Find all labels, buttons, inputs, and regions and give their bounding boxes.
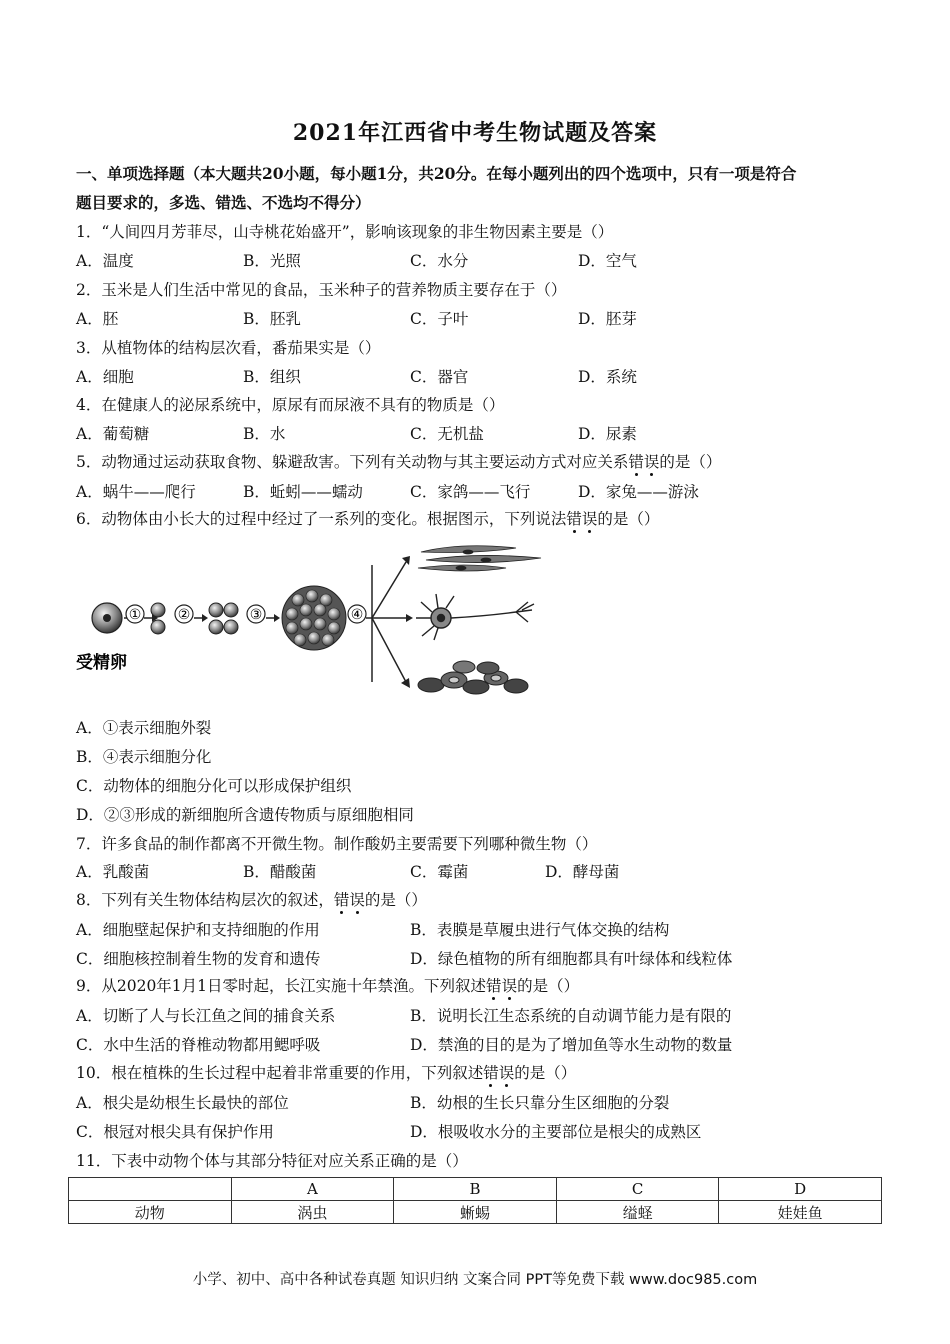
q9-option-a: A．切断了人与长江鱼之间的捕食关系 — [76, 1007, 336, 1025]
q2-option-d: D．胚芽 — [578, 310, 637, 328]
q10-option-a: A．根尖是幼根生长最快的部位 — [76, 1094, 289, 1112]
section-heading-line2: 题目要求的，多选、错选、不选均不得分） — [76, 193, 371, 212]
q1-stem: 1．“人间四月芳菲尽，山寺桃花始盛开”，影响该现象的非生物因素主要是（） — [76, 223, 614, 241]
table-header-cell: B — [394, 1178, 557, 1201]
q6-option-d: D．②③形成的新细胞所含遗传物质与原细胞相同 — [76, 806, 414, 824]
q10-option-b: B．幼根的生长只靠分生区细胞的分裂 — [410, 1094, 670, 1112]
q9-option-c: C．水中生活的脊椎动物都用鳃呼吸 — [76, 1036, 321, 1054]
q8-stem — [76, 890, 427, 910]
q5-stem-text: 的是（） — [659, 453, 722, 471]
q7-option-b: B．醋酸菌 — [243, 863, 317, 881]
q7-option-d: D．酵母菌 — [545, 863, 620, 881]
q4-option-d: D．尿素 — [578, 425, 637, 443]
step-4-label: ④ — [350, 607, 364, 623]
q2-stem: 2．玉米是人们生活中常见的食品，玉米种子的营养物质主要存在于（） — [76, 281, 567, 299]
neuron-cell — [416, 594, 534, 640]
muscle-cells — [418, 546, 541, 571]
table-row — [69, 1178, 882, 1201]
q8-emphasis: 误 — [349, 891, 365, 909]
q4-option-a: A．葡萄糖 — [76, 425, 150, 443]
q2-option-a: A．胚 — [76, 310, 119, 328]
q10-stem-text: 的是（） — [514, 1064, 577, 1082]
q5-option-b: B．蚯蚓——蠕动 — [243, 483, 363, 501]
q2-option-b: B．胚乳 — [243, 310, 301, 328]
table-cell: 娃娃鱼 — [719, 1201, 882, 1224]
q2-option-c: C．子叶 — [410, 310, 469, 328]
q8-option-a: A．细胞壁起保护和支持细胞的作用 — [76, 921, 320, 939]
table-cell: 缢蛏 — [556, 1201, 719, 1224]
q1-option-d: D．空气 — [578, 252, 637, 270]
q10-option-d: D．根吸收水分的主要部位是根尖的成熟区 — [410, 1123, 702, 1141]
q6-emphasis: 误 — [581, 510, 598, 528]
table-header-cell: C — [556, 1178, 719, 1201]
q5-stem-text: 5．动物通过运动获取食物、躲避敌害。下列有关动物与其主要运动方式对应关系 — [76, 453, 629, 471]
q1-option-c: C．水分 — [410, 252, 469, 270]
q7-option-c: C．霉菌 — [410, 863, 469, 881]
q6-stem-text: 的是（） — [597, 510, 660, 528]
q9-emphasis: 误 — [501, 977, 518, 995]
q8-option-c: C．细胞核控制着生物的发育和遗传 — [76, 950, 321, 968]
q9-emphasis: 错 — [486, 977, 502, 995]
q9-option-d: D．禁渔的目的是为了增加鱼等水生动物的数量 — [410, 1036, 733, 1054]
q8-stem-text: 8．下列有关生物体结构层次的叙述， — [76, 891, 334, 909]
q3-option-a: A．细胞 — [76, 368, 134, 386]
q6-option-c: C．动物体的细胞分化可以形成保护组织 — [76, 777, 352, 795]
q5-option-a: A．蜗牛——爬行 — [76, 483, 196, 501]
q4-stem: 4．在健康人的泌尿系统中，原尿有而尿液不具有的物质是（） — [76, 396, 505, 414]
q1-option-a: A．温度 — [76, 252, 134, 270]
cell-development-figure — [76, 540, 546, 705]
page-footer: 小学、初中、高中各种试卷真题 知识归纳 文案合同 PPT等免费下载 www.doc985.com — [192, 1272, 758, 1288]
zygote-label: 受精卵 — [76, 653, 127, 673]
q10-emphasis: 误 — [498, 1064, 515, 1082]
q8-option-b: B．表膜是草履虫进行气体交换的结构 — [410, 921, 670, 939]
q8-option-d: D．绿色植物的所有细胞都具有叶绿体和线粒体 — [410, 950, 733, 968]
q3-option-d: D．系统 — [578, 368, 637, 386]
blood-cells — [418, 661, 528, 694]
q7-option-a: A．乳酸菌 — [76, 863, 150, 881]
q7-stem: 7．许多食品的制作都离不开微生物。制作酸奶主要需要下列哪种微生物（） — [76, 835, 598, 853]
section-heading-line1: 一、单项选择题（本大题共20小题，每小题1分，共20分。在每小题列出的四个选项中，只有一项是符合 — [76, 164, 797, 183]
q3-option-b: B．组织 — [243, 368, 301, 386]
table-cell: 涡虫 — [231, 1201, 394, 1224]
q10-option-c: C．根冠对根尖具有保护作用 — [76, 1123, 274, 1141]
step-3-label: ③ — [249, 607, 263, 623]
q3-option-c: C．器官 — [410, 368, 469, 386]
table-row — [69, 1201, 882, 1224]
q5-emphasis: 错 — [628, 453, 644, 471]
table-header-cell — [69, 1178, 232, 1201]
q9-option-b: B．说明长江生态系统的自动调节能力是有限的 — [410, 1007, 732, 1025]
q6-stem-text: 6．动物体由小长大的过程中经过了一系列的变化。根据图示，下列说法 — [76, 510, 567, 528]
q1-option-b: B．光照 — [243, 252, 301, 270]
q6-emphasis: 错 — [566, 510, 582, 528]
q9-stem-text: 9．从2020年1月1日零时起，长江实施十年禁渔。下列叙述 — [76, 977, 487, 995]
q10-stem-text: 10．根在植株的生长过程中起着非常重要的作用，下列叙述 — [76, 1064, 484, 1082]
page-title: 2021年江西省中考生物试题及答案 — [292, 120, 658, 146]
q5-emphasis: 误 — [643, 453, 660, 471]
table-header-cell: A — [231, 1178, 394, 1201]
q11-table — [68, 1177, 882, 1224]
table-header-cell: D — [719, 1178, 882, 1201]
q6-stem — [76, 509, 659, 529]
q9-stem-text: 的是（） — [517, 977, 580, 995]
q4-option-c: C．无机盐 — [410, 425, 484, 443]
q11-stem: 11．下表中动物个体与其部分特征对应关系正确的是（） — [76, 1152, 468, 1170]
q6-option-a: A．①表示细胞外裂 — [76, 719, 212, 737]
q4-option-b: B．水 — [243, 425, 286, 443]
q3-stem: 3．从植物体的结构层次看，番茄果实是（） — [76, 339, 381, 357]
q5-option-c: C．家鸽——飞行 — [410, 483, 531, 501]
q8-emphasis: 错 — [333, 891, 350, 909]
q8-stem-text: 的是（） — [364, 891, 427, 909]
step-1-label: ① — [128, 607, 142, 623]
q5-option-d: D．家兔——游泳 — [578, 483, 699, 501]
step-2-label: ② — [177, 607, 191, 623]
table-cell: 动物 — [69, 1201, 232, 1224]
table-cell: 蜥蜴 — [394, 1201, 557, 1224]
q9-stem — [76, 976, 579, 996]
q6-option-b: B．④表示细胞分化 — [76, 748, 212, 766]
q10-stem — [76, 1063, 576, 1083]
q10-emphasis: 错 — [483, 1064, 499, 1082]
q5-stem — [76, 452, 721, 472]
